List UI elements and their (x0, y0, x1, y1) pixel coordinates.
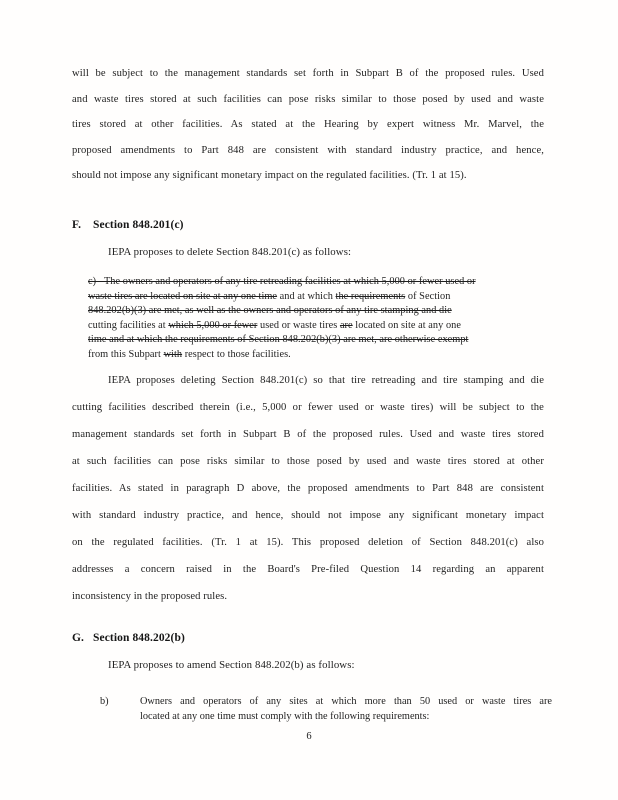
text-line: should not impose any significant monetary impact on the regulated facilities. (Tr. 1 at 15). (72, 170, 467, 181)
section-f-heading-title: Section 848.201(c) (93, 219, 184, 231)
rule-text-line (88, 290, 550, 305)
section-g-heading (72, 631, 185, 645)
rule-text-line (88, 319, 550, 334)
text-segment: of Section (405, 290, 451, 302)
text-line: with standard industry practice, and hence, should not impose any significant monetary impact (72, 510, 544, 521)
amendment-label: b) (100, 696, 109, 707)
section-g-lead: IEPA proposes to amend Section 848.202(b) as follows: (108, 659, 355, 671)
text-segment: respect to those facilities. (182, 348, 291, 360)
amended-rule-item (100, 695, 552, 724)
text-line: proposed amendments to Part 848 are consistent with standard industry practice, and hence, (72, 144, 544, 156)
section-g-heading-label: G. (72, 632, 85, 644)
struck-text: with (163, 348, 183, 360)
deleted-rule-text (88, 275, 550, 362)
struck-text: 848.202(b)(3) are met, as well as the owners and operators of any tire stamping and die (88, 305, 452, 316)
text-line: on the regulated facilities. (Tr. 1 at 15). This proposed deletion of Section 848.201(c) also (72, 537, 544, 548)
text-line: IEPA proposes deleting Section 848.201(c) so that tire retreading and tire stamping and die (108, 375, 544, 386)
rule-text-line (88, 275, 550, 290)
text-line: will be subject to the management standards set forth in Subpart B of the proposed rules. Used (72, 68, 544, 79)
text-line: located at any one time must comply with the following requirements: (140, 710, 430, 722)
text-line: tires stored at other facilities. As stated at the Hearing by expert witness Mr. Marvel, the (72, 119, 544, 130)
struck-text: time and at which the requirements of Section 848.202(b)(3) are met, are otherwise exempt (88, 334, 469, 345)
page-number: 6 (306, 731, 312, 742)
text-segment: and at which (277, 290, 336, 302)
text-segment: located on site at any one (352, 319, 461, 331)
text-line: management standards set forth in Subpart B of the proposed rules. Used and waste tires stored (72, 429, 544, 440)
text-line: Owners and operators of any sites at which more than 50 used or waste tires are (140, 696, 552, 707)
continuation-paragraph (72, 61, 544, 189)
text-segment: cutting facilities at (88, 319, 169, 331)
rule-text-line (88, 333, 550, 348)
section-f-discussion (72, 367, 544, 610)
section-f-lead: IEPA proposes to delete Section 848.201(c) as follows: (108, 246, 352, 258)
section-f-heading (72, 218, 184, 232)
struck-text: the requirements (335, 290, 406, 302)
text-line: inconsistency in the proposed rules. (72, 591, 228, 602)
struck-text: which 5,000 or fewer (168, 319, 258, 331)
text-segment: from this Subpart (88, 348, 164, 360)
text-line: and waste tires stored at such facilities can pose risks similar to those posed by used and waste (72, 93, 544, 105)
section-g-heading-title: Section 848.202(b) (93, 632, 185, 644)
amendment-text (140, 695, 552, 724)
struck-text: c) The owners and operators of any tire retreading facilities at which 5,000 or fewer used or (88, 276, 476, 287)
text-line: cutting facilities described therein (i.e., 5,000 or fewer used or waste tires) will be subject to the (72, 402, 544, 413)
struck-text: are (339, 319, 353, 331)
section-f-heading-label: F. (72, 219, 82, 231)
text-line: addresses a concern raised in the Board's Pre-filed Question 14 regarding an apparent (72, 564, 544, 575)
rule-text-line (88, 304, 550, 319)
text-line: facilities. As stated in paragraph D above, the proposed amendments to Part 848 are consistent (72, 483, 544, 494)
text-segment: used or waste tires (257, 319, 340, 331)
rule-text-line (88, 348, 550, 363)
text-line: at such facilities can pose risks similar to those posed by used and waste tires stored at other (72, 456, 544, 467)
struck-text: waste tires are located on site at any one time (88, 290, 278, 302)
